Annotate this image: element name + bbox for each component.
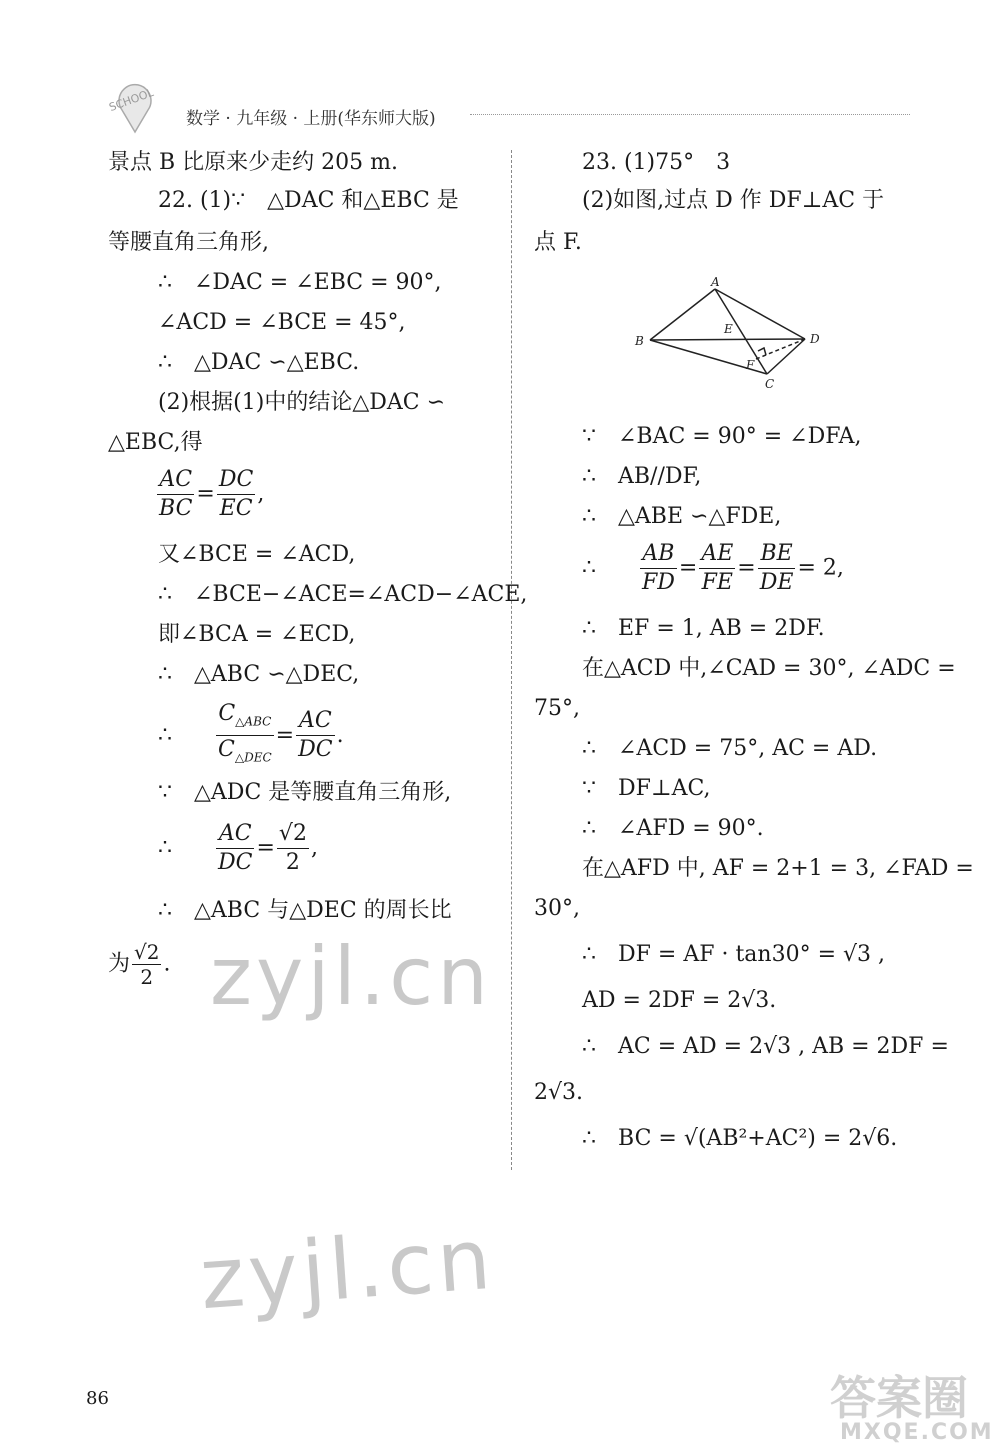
fraction-num: AC [296, 707, 334, 736]
fraction-equation [158, 700, 344, 772]
text-line: AD = 2DF = 2√3. [582, 988, 777, 1013]
text-line: ∴ △ABE ∽△FDE, [582, 504, 782, 529]
text-line: ∴ ∠DAC = ∠EBC = 90°, [158, 270, 442, 295]
text-line: 点 F. [534, 230, 582, 255]
equals-sign: = [678, 555, 698, 581]
text-line: 在△AFD 中, AF = 2+1 = 3, ∠FAD = [582, 856, 974, 881]
segment-ab [650, 289, 715, 340]
text-line: 景点 B 比原来少走约 205 m. [108, 150, 398, 175]
text-line: 即∠BCA = ∠ECD, [158, 622, 356, 647]
fraction-num: √2 [277, 820, 309, 849]
text-line: ∵ △ADC 是等腰直角三角形, [158, 780, 452, 805]
school-logo-icon [100, 80, 170, 140]
equals-sign: = [256, 835, 275, 861]
logo-text: SCHOOL [107, 86, 156, 115]
text-line: ∵ DF⊥AC, [582, 776, 711, 801]
text-line: ∴ ∠BCE−∠ACE=∠ACD−∠ACE, [158, 582, 528, 607]
text-line: ∴ DF = AF · tan30° = √3 , [582, 942, 885, 967]
fraction-equation [108, 940, 170, 989]
fraction-equation [158, 820, 318, 877]
text-line: ∴ AC = AD = 2√3 , AB = 2DF = [582, 1034, 949, 1059]
fraction-num: DC [217, 466, 255, 495]
fraction-den: DC [298, 737, 333, 763]
text-line: ∴ ∠AFD = 90°. [582, 816, 764, 841]
fraction-num: AB [640, 540, 677, 569]
therefore-sign: ∴ [158, 835, 172, 861]
text-line: ∵ ∠BAC = 90° = ∠DFA, [582, 424, 862, 449]
watermark-text: zyjl.cn [196, 1209, 498, 1329]
text-line: 75°, [534, 696, 580, 721]
brand-top-text: 答案圈 [830, 1371, 968, 1425]
text-line: 2√3. [534, 1080, 584, 1105]
fraction-num: AE [699, 540, 735, 569]
fraction-den: FE [701, 570, 733, 595]
fraction-den-sub: △DEC [234, 750, 272, 765]
fraction-num: BE [758, 540, 796, 569]
point-label-e: E [724, 322, 733, 336]
point-label-a: A [711, 275, 720, 289]
page-number: 86 [86, 1388, 109, 1409]
fraction-equation [582, 540, 844, 597]
text-line: △EBC,得 [108, 430, 203, 455]
punctuation: = 2, [797, 555, 844, 581]
fraction-num: C [218, 701, 236, 726]
text-line: 在△ACD 中,∠CAD = 30°, ∠ADC = [582, 656, 956, 681]
text-line: (2)如图,过点 D 作 DF⊥AC 于 [582, 188, 885, 213]
right-angle-mark [758, 348, 766, 355]
text-line: ∴ △DAC ∽△EBC. [158, 350, 360, 375]
fraction-den: DE [759, 570, 794, 595]
point-label-d: D [810, 332, 820, 346]
brand-bottom-text: MXQE.COM [840, 1420, 994, 1445]
therefore-sign: ∴ [582, 555, 596, 581]
segment-bd [650, 339, 805, 340]
punctuation: , [310, 835, 318, 861]
watermark-text: zyjl.cn [210, 930, 492, 1023]
segment-dc [767, 339, 805, 374]
geometry-figure [625, 275, 825, 395]
fraction-den: BC [159, 496, 193, 521]
point-label-b: B [635, 334, 644, 348]
text-prefix: 为 [108, 951, 131, 977]
fraction-num-sub: △ABC [235, 714, 272, 729]
problem-22-header: 22. (1)∵ △DAC 和△EBC 是 [158, 188, 459, 213]
fraction-den: FD [642, 570, 675, 595]
text-line: ∠ACD = ∠BCE = 45°, [158, 310, 406, 335]
fraction-equation [155, 466, 264, 523]
text-line: ∴ △ABC 与△DEC 的周长比 [158, 898, 452, 923]
header-rule [470, 114, 910, 115]
problem-23-header: 23. (1)75° 3 [582, 150, 731, 175]
punctuation: . [163, 951, 171, 977]
point-label-c: C [765, 377, 775, 391]
text-line: ∴ AB//DF, [582, 464, 702, 489]
text-line: ∴ BC = √(AB²+AC²) = 2√6. [582, 1126, 898, 1151]
text-line: ∴ △ABC ∽△DEC, [158, 662, 360, 687]
fraction-den: C [218, 737, 235, 763]
fraction-num: √2 [134, 940, 160, 964]
text-line: 又∠BCE = ∠ACD, [158, 542, 356, 567]
header-title: 数学 · 九年级 · 上册(华东师大版) [186, 109, 436, 129]
text-line: 等腰直角三角形, [108, 230, 269, 255]
fraction-den: EC [219, 496, 253, 521]
column-divider [511, 150, 512, 1170]
point-label-f: F [746, 358, 755, 372]
therefore-sign: ∴ [158, 722, 172, 748]
text-line: 30°, [534, 896, 580, 921]
fraction-num: AC [216, 820, 254, 849]
fraction-den: 2 [285, 850, 300, 875]
fraction-num: AC [157, 466, 194, 495]
punctuation: . [336, 722, 344, 748]
fraction-den: DC [218, 850, 253, 875]
equals-sign: = [196, 481, 215, 507]
text-line: (2)根据(1)中的结论△DAC ∽ [158, 390, 446, 415]
text-line: ∴ ∠ACD = 75°, AC = AD. [582, 736, 878, 761]
fraction-den: 2 [140, 965, 154, 989]
equals-sign: = [275, 722, 295, 748]
equals-sign: = [737, 555, 756, 581]
text-line: ∴ EF = 1, AB = 2DF. [582, 616, 825, 641]
punctuation: , [257, 481, 265, 507]
